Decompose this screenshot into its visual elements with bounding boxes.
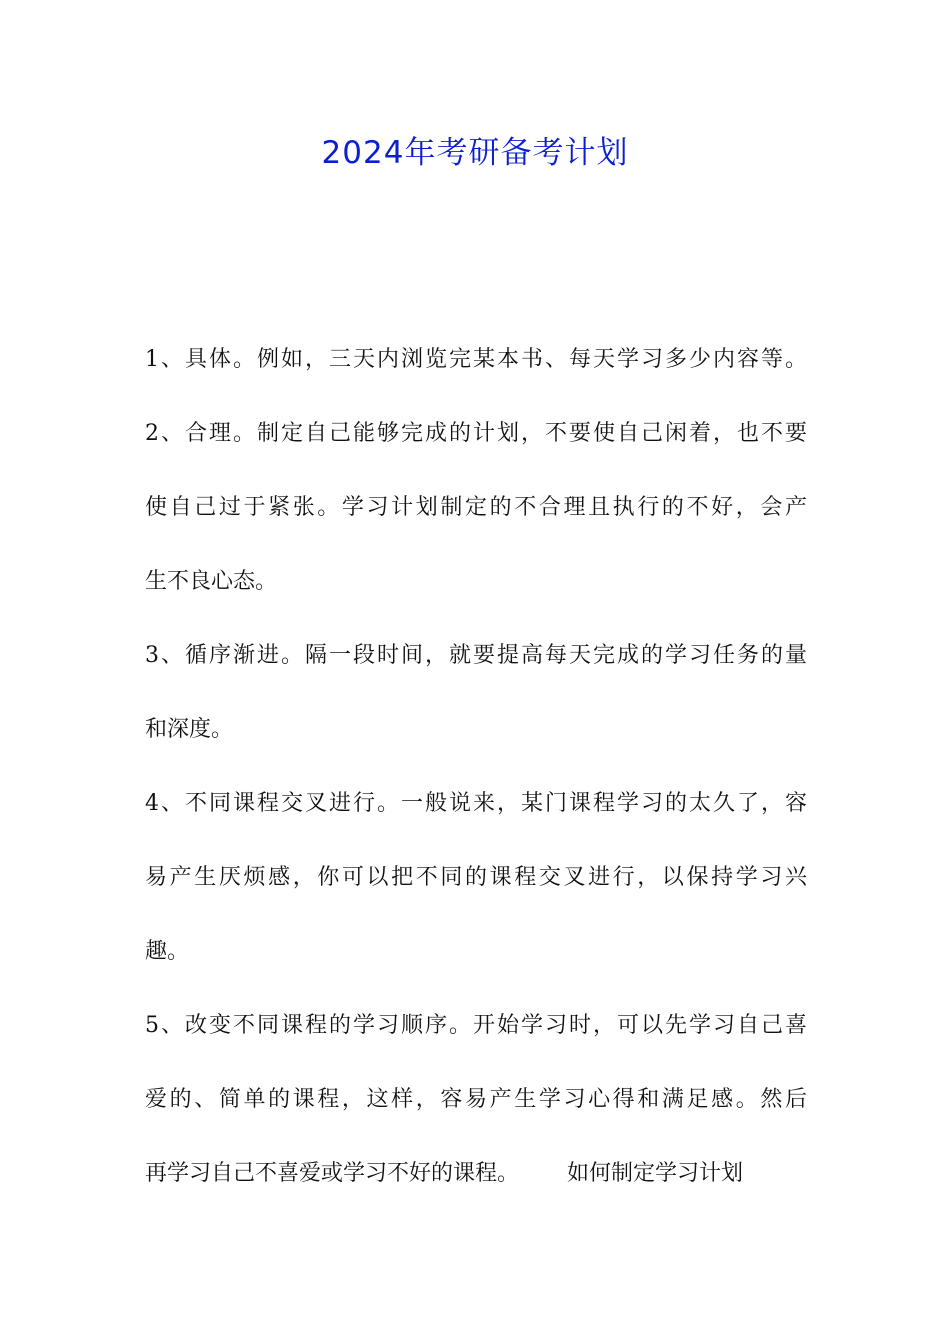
paragraph-line: 2、合理。制定自己能够完成的计划，不要使自己闲着，也不要 <box>145 421 807 446</box>
paragraph-line: 和深度。 <box>145 717 234 742</box>
paragraph-line: 1、具体。例如，三天内浏览完某本书、每天学习多少内容等。 <box>145 347 807 372</box>
paragraph-line: 爱的、简单的课程，这样，容易产生学习心得和满足感。然后 <box>145 1087 807 1112</box>
document-body <box>145 335 807 1223</box>
document-title: 2024年考研备考计划 <box>321 135 629 171</box>
paragraph-line: 趣。 <box>145 939 190 964</box>
paragraph-line: 3、循序渐进。隔一段时间，就要提高每天完成的学习任务的量 <box>145 643 807 668</box>
paragraph-line: 5、改变不同课程的学习顺序。开始学习时，可以先学习自己喜 <box>145 1013 807 1038</box>
paragraph-line: 生不良心态。 <box>145 569 278 594</box>
paragraph-line: 易产生厌烦感，你可以把不同的课程交叉进行，以保持学习兴 <box>145 865 807 890</box>
paragraph-line: 使自己过于紧张。学习计划制定的不合理且执行的不好，会产 <box>145 495 807 520</box>
paragraph-line: 4、不同课程交叉进行。一般说来，某门课程学习的太久了，容 <box>145 791 807 816</box>
paragraph-line-text: 再学习自己不喜爱或学习不好的课程。 <box>145 1161 520 1186</box>
section-heading-inline: 如何制定学习计划 <box>567 1161 744 1186</box>
paragraph-line-final <box>145 1149 807 1199</box>
